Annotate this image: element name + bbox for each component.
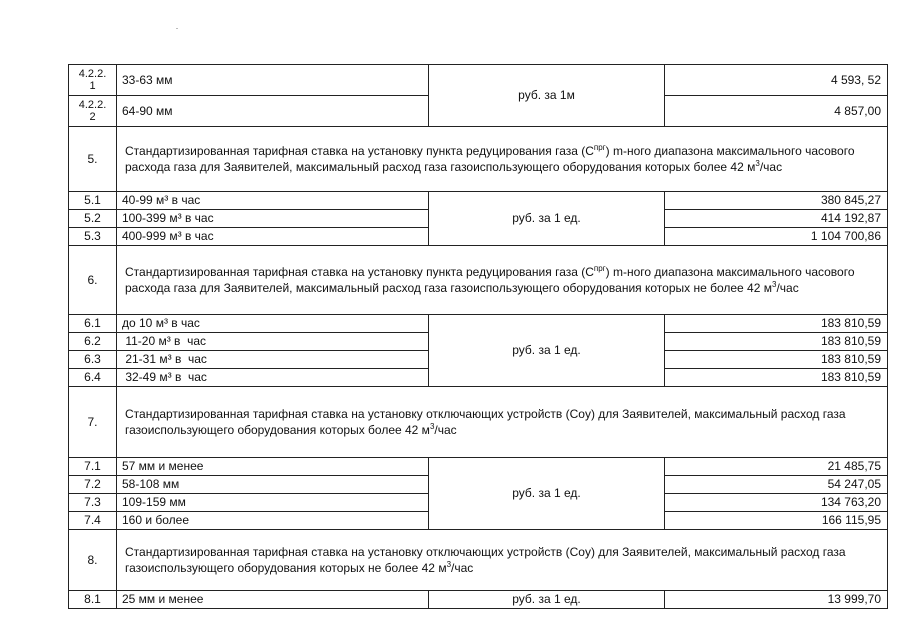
section-header-6 — [69, 246, 888, 315]
row-name: 57 мм и менее — [117, 458, 429, 476]
row-value: 414 192,87 — [665, 210, 888, 228]
row-value: 166 115,95 — [665, 512, 888, 530]
row-name: 11-20 м³ в час — [117, 333, 429, 351]
row-number: 7.3 — [69, 494, 117, 512]
table-row — [69, 315, 888, 333]
unit-cell: руб. за 1 ед. — [429, 591, 665, 609]
tariff-table — [68, 64, 888, 609]
row-number: 7.1 — [69, 458, 117, 476]
row-name: 109-159 мм — [117, 494, 429, 512]
row-number: 7.2 — [69, 476, 117, 494]
section-description: Стандартизированная тарифная ставка на установку отключающих устройств (Сoy) для Заявителей, максимальный расход газа газоиспользующего оборудования которых более 42 $м^3$/час — [117, 387, 888, 458]
row-name: 25 мм и менее — [117, 591, 429, 609]
row-value: 134 763,20 — [665, 494, 888, 512]
section-number: 7. — [69, 387, 117, 458]
row-number: 6.3 — [69, 351, 117, 369]
row-number: 5.1 — [69, 192, 117, 210]
row-name: 160 и более — [117, 512, 429, 530]
section-number: 5. — [69, 127, 117, 192]
row-name: 58-108 мм — [117, 476, 429, 494]
row-number: 4.2.2. 2 — [69, 96, 117, 127]
section-header-5 — [69, 127, 888, 192]
row-value: 183 810,59 — [665, 351, 888, 369]
tariff-document — [68, 64, 887, 609]
row-value: 54 247,05 — [665, 476, 888, 494]
section-description: Стандартизированная тарифная ставка на установку пункта редуцирования газа $(С^{прг})$ m-ного диапазона максимального часового расхода газа для Заявителей, максимальный расход газа газоиспользующего оборудования которых не более 42 $м^3$/час — [117, 246, 888, 315]
row-value: 13 999,70 — [665, 591, 888, 609]
row-number: 4.2.2. 1 — [69, 65, 117, 96]
row-value: 380 845,27 — [665, 192, 888, 210]
row-number: 8.1 — [69, 591, 117, 609]
row-name: 400-999 м³ в час — [117, 228, 429, 246]
section-header-8 — [69, 530, 888, 591]
row-name: 64-90 мм — [117, 96, 429, 127]
row-value: 183 810,59 — [665, 369, 888, 387]
unit-cell: руб. за 1 ед. — [429, 192, 665, 246]
row-value: 183 810,59 — [665, 333, 888, 351]
row-value: 1 104 700,86 — [665, 228, 888, 246]
unit-cell: руб. за 1 ед. — [429, 315, 665, 387]
table-row — [69, 65, 888, 96]
row-value: 183 810,59 — [665, 315, 888, 333]
table-row — [69, 591, 888, 609]
section-number: 8. — [69, 530, 117, 591]
row-name: 32-49 м³ в час — [117, 369, 429, 387]
section-description: Стандартизированная тарифная ставка на установку пункта редуцирования газа $(С^{прг})$ m-ного диапазона максимального часового расхода газа для Заявителей, максимальный расход газа газоиспользующего оборудования которых более 42 $м^3$/час — [117, 127, 888, 192]
row-name: 21-31 м³ в час — [117, 351, 429, 369]
section-number: 6. — [69, 246, 117, 315]
unit-cell: руб. за 1м — [429, 65, 665, 127]
row-number: 6.1 — [69, 315, 117, 333]
row-number: 5.2 — [69, 210, 117, 228]
scan-speck — [176, 28, 178, 29]
section-header-7 — [69, 387, 888, 458]
row-number: 6.2 — [69, 333, 117, 351]
row-name: 33-63 мм — [117, 65, 429, 96]
row-value: 4 593, 52 — [665, 65, 888, 96]
unit-cell: руб. за 1 ед. — [429, 458, 665, 530]
row-name: 40-99 м³ в час — [117, 192, 429, 210]
table-row — [69, 458, 888, 476]
row-number: 6.4 — [69, 369, 117, 387]
row-number: 7.4 — [69, 512, 117, 530]
row-name: 100-399 м³ в час — [117, 210, 429, 228]
section-description: Стандартизированная тарифная ставка на установку отключающих устройств (Сoy) для Заявителей, максимальный расход газа газоиспользующего оборудования которых не более 42 $м^3$/час — [117, 530, 888, 591]
row-value: 4 857,00 — [665, 96, 888, 127]
table-row — [69, 192, 888, 210]
row-value: 21 485,75 — [665, 458, 888, 476]
row-name: до 10 м³ в час — [117, 315, 429, 333]
row-number: 5.3 — [69, 228, 117, 246]
